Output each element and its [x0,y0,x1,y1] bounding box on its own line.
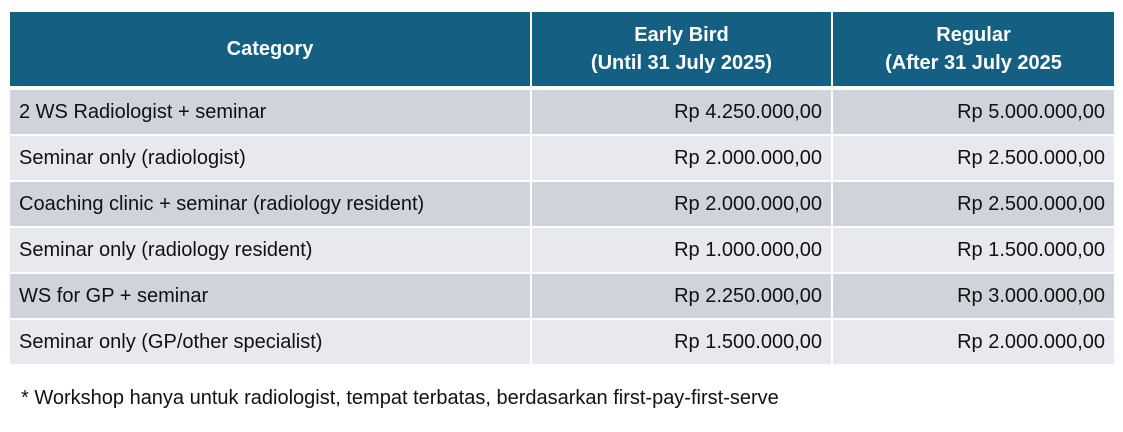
table-row [10,227,1114,273]
cell-regular-price: Rp 2.000.000,00 [832,319,1114,364]
header-regular [832,12,1114,88]
table-row [10,319,1114,364]
table-header-row [10,12,1114,88]
header-regular-title: Regular [936,24,1011,46]
header-category-label: Category [226,38,314,60]
header-category [10,12,531,88]
cell-category: 2 WS Radiologist + seminar [10,88,531,135]
table-row [10,135,1114,181]
cell-regular-price: Rp 3.000.000,00 [832,273,1114,319]
cell-category: WS for GP + seminar [10,273,531,319]
cell-regular-price: Rp 2.500.000,00 [832,135,1114,181]
cell-regular-price: Rp 5.000.000,00 [832,88,1114,135]
table-row [10,273,1114,319]
cell-early-bird-price: Rp 2.000.000,00 [531,135,832,181]
cell-regular-price: Rp 2.500.000,00 [832,181,1114,227]
cell-early-bird-price: Rp 2.250.000,00 [531,273,832,319]
header-early-bird-title: Early Bird [634,24,729,46]
header-early-bird [531,12,832,88]
cell-category: Seminar only (GP/other specialist) [10,319,531,364]
cell-early-bird-price: Rp 1.000.000,00 [531,227,832,273]
cell-category: Coaching clinic + seminar (radiology resident) [10,181,531,227]
header-regular-date: (After 31 July 2025 [885,52,1062,74]
cell-early-bird-price: Rp 1.500.000,00 [531,319,832,364]
cell-early-bird-price: Rp 4.250.000,00 [531,88,832,135]
registration-fee-table [10,12,1114,364]
table-row [10,181,1114,227]
footnote: * Workshop hanya untuk radiologist, tempat terbatas, berdasarkan first-pay-first-serve [21,387,779,409]
cell-category: Seminar only (radiologist) [10,135,531,181]
cell-category: Seminar only (radiology resident) [10,227,531,273]
table-row [10,88,1114,135]
cell-early-bird-price: Rp 2.000.000,00 [531,181,832,227]
header-early-bird-date: (Until 31 July 2025) [590,52,773,74]
cell-regular-price: Rp 1.500.000,00 [832,227,1114,273]
